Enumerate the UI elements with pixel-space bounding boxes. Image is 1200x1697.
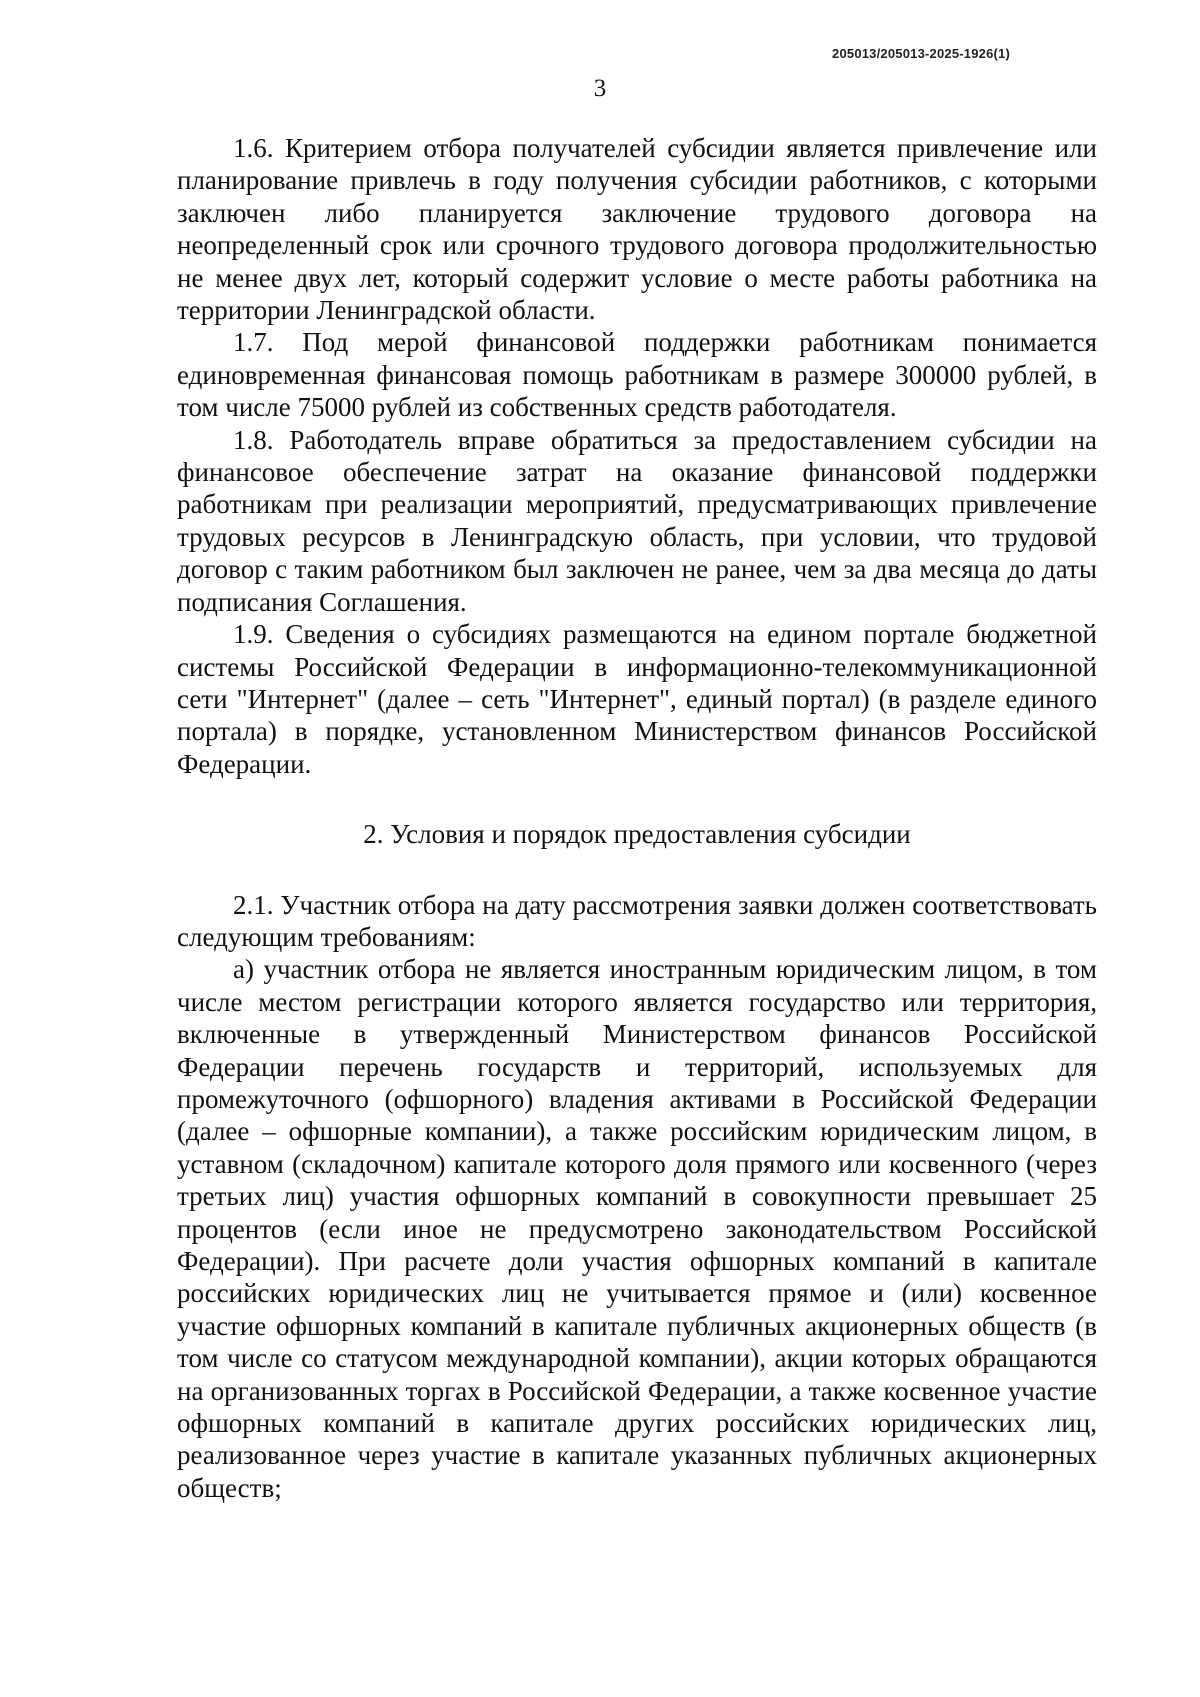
paragraph-2-1: 2.1. Участник отбора на дату рассмотрения заявки должен соответствовать следующим требованиям:	[177, 889, 1097, 952]
paragraph-1-6: 1.6. Критерием отбора получателей субсидии является привлечение или планирование привлечь в году получения субсидии работников, с которыми заключен либо планируется заключение трудового договора на неопределенный срок или срочного трудового договора продолжительностью не менее двух лет, который содержит условие о месте работы работника на территории Ленинградской области.	[177, 133, 1097, 326]
paragraph-1-9: 1.9. Сведения о субсидиях размещаются на едином портале бюджетной системы Российской Федерации в информационно-телекоммуникационной сети "Интернет" (далее – сеть "Интернет", единый портал) (в разделе единого портала) в порядке, установленном Министерством финансов Российской Федерации.	[177, 619, 1097, 779]
paragraph-1-7: 1.7. Под мерой финансовой поддержки работникам понимается единовременная финансовая помощь работникам в размере 300000 рублей, в том числе 75000 рублей из собственных средств работодателя.	[177, 327, 1097, 423]
document-body	[177, 132, 1097, 1504]
section-2-heading: 2. Условия и порядок предоставления субсидии	[363, 819, 911, 850]
document-id: 205013/205013-2025-1926(1)	[832, 46, 1010, 61]
paragraph-2-1-a: а) участник отбора не является иностранным юридическим лицом, в том числе местом регистрации которого является государство или территория, включенные в утвержденный Министерством финансов Российской Федерации перечень государств и территорий, используемых для промежуточного (офшорного) владения активами в Российской Федерации (далее – офшорные компании), а также российским юридическим лицом, в уставном (складочном) капитале которого доля прямого или косвенного (через третьих лиц) участия офшорных компаний в совокупности превышает 25 процентов (если иное не предусмотрено законодательством Российской Федерации). При расчете доли участия офшорных компаний в капитале российских юридических лиц не учитывается прямое и (или) косвенное участие офшорных компаний в капитале публичных акционерных обществ (в том числе со статусом международной компании), акции которых обращаются на организованных торгах в Российской Федерации, а также косвенное участие офшорных компаний в капитале других российских юридических лиц, реализованное через участие в капитале указанных публичных акционерных обществ;	[177, 954, 1097, 1503]
paragraph-1-8: 1.8. Работодатель вправе обратиться за предоставлением субсидии на финансовое обеспечение затрат на оказание финансовой поддержки работникам при реализации мероприятий, предусматривающих привлечение трудовых ресурсов в Ленинградскую область, при условии, что трудовой договор с таким работником был заключен не ранее, чем за два месяца до даты подписания Соглашения.	[177, 424, 1097, 617]
page-number: 3	[593, 75, 607, 102]
